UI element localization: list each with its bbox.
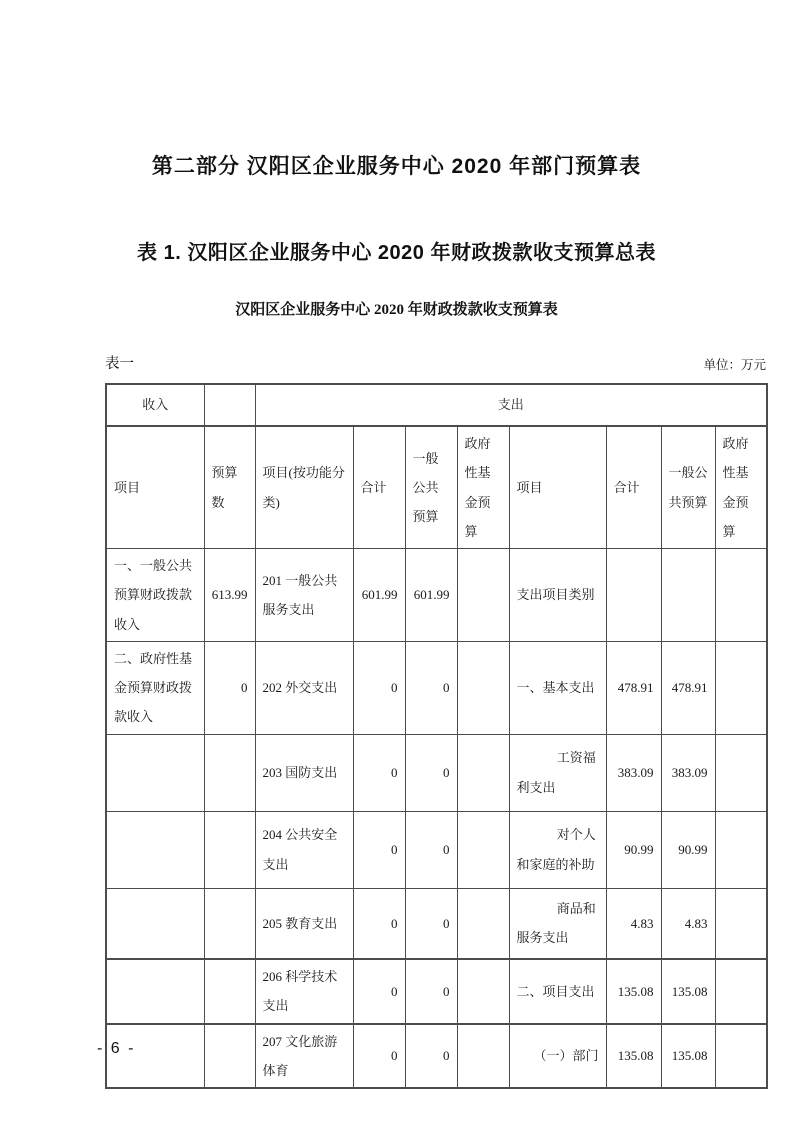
table-cell [204, 811, 255, 888]
column-header: 项目 [106, 426, 204, 549]
table-label: 表一 [105, 356, 134, 372]
sub-title: 表 1. 汉阳区企业服务中心 2020 年财政拨款收支预算总表 [137, 242, 656, 264]
main-title: 第二部分 汉阳区企业服务中心 2020 年部门预算表 [151, 155, 642, 178]
table-cell: 0 [405, 734, 457, 811]
table-cell [106, 888, 204, 959]
table-cell: 206 科学技术支出 [255, 959, 353, 1024]
table-caption: 汉阳区企业服务中心 2020 年财政拨款收支预算表 [235, 302, 558, 318]
table-cell [715, 734, 767, 811]
column-header: 合计 [606, 426, 661, 549]
table-cell: 202 外交支出 [255, 641, 353, 734]
table-cell: 207 文化旅游体育 [255, 1024, 353, 1089]
table-cell: 4.83 [606, 888, 661, 959]
table-cell: 一、基本支出 [509, 641, 606, 734]
table-cell: 一、一般公共预算财政拨款收入 [106, 549, 204, 642]
table-cell [715, 641, 767, 734]
table-cell: （一）部门 [509, 1024, 606, 1089]
table-cell [106, 734, 204, 811]
table-cell [204, 888, 255, 959]
table-cell [457, 734, 509, 811]
unit-label: 单位：万元 [703, 358, 766, 372]
table-cell: 4.83 [661, 888, 715, 959]
income-section-header: 收入 [106, 384, 204, 426]
table-cell: 135.08 [606, 959, 661, 1024]
expenditure-section-header: 支出 [255, 384, 767, 426]
table-cell [457, 811, 509, 888]
table-cell: 601.99 [353, 549, 405, 642]
table-cell: 二、项目支出 [509, 959, 606, 1024]
table-cell: 支出项目类别 [509, 549, 606, 642]
table-cell [457, 888, 509, 959]
column-header: 合计 [353, 426, 405, 549]
table-cell [715, 811, 767, 888]
table-cell: 205 教育支出 [255, 888, 353, 959]
table-cell: 204 公共安全支出 [255, 811, 353, 888]
table-cell: 工资福利支出 [509, 734, 606, 811]
table-cell: 0 [405, 959, 457, 1024]
column-header: 政府性基金预算 [715, 426, 767, 549]
table-cell: 0 [405, 1024, 457, 1089]
table-cell: 478.91 [606, 641, 661, 734]
column-header: 政府性基金预算 [457, 426, 509, 549]
table-cell: 90.99 [661, 811, 715, 888]
table-cell: 135.08 [661, 1024, 715, 1089]
table-cell [106, 959, 204, 1024]
table-cell [715, 549, 767, 642]
page-number: - 6 - [97, 1040, 136, 1057]
budget-table [105, 383, 768, 1089]
table-cell [106, 811, 204, 888]
table-cell: 478.91 [661, 641, 715, 734]
table-cell: 201 一般公共服务支出 [255, 549, 353, 642]
table-cell: 0 [204, 641, 255, 734]
table-cell [457, 959, 509, 1024]
column-header: 预算数 [204, 426, 255, 549]
header-spacer-cell [204, 384, 255, 426]
table-cell [715, 1024, 767, 1089]
table-cell [204, 959, 255, 1024]
table-cell: 90.99 [606, 811, 661, 888]
table-cell: 0 [353, 1024, 405, 1089]
table-cell [715, 959, 767, 1024]
table-cell: 二、政府性基金预算财政拨款收入 [106, 641, 204, 734]
table-cell [661, 549, 715, 642]
table-cell [204, 734, 255, 811]
table-cell: 601.99 [405, 549, 457, 642]
table-cell [715, 888, 767, 959]
table-cell: 383.09 [606, 734, 661, 811]
table-cell: 0 [405, 811, 457, 888]
column-header: 项目(按功能分类) [255, 426, 353, 549]
table-cell [204, 1024, 255, 1089]
table-cell: 0 [353, 959, 405, 1024]
table-cell [457, 549, 509, 642]
table-cell [457, 641, 509, 734]
table-cell: 203 国防支出 [255, 734, 353, 811]
table-cell: 135.08 [661, 959, 715, 1024]
column-header: 一般公共预算 [405, 426, 457, 549]
table-cell [457, 1024, 509, 1089]
table-cell: 0 [353, 641, 405, 734]
table-cell: 0 [405, 641, 457, 734]
table-cell: 对个人和家庭的补助 [509, 811, 606, 888]
table-cell: 0 [353, 734, 405, 811]
table-cell: 383.09 [661, 734, 715, 811]
table-cell: 135.08 [606, 1024, 661, 1089]
table-cell: 0 [353, 888, 405, 959]
column-header: 一般公共预算 [661, 426, 715, 549]
table-cell: 0 [405, 888, 457, 959]
column-header: 项目 [509, 426, 606, 549]
table-cell [606, 549, 661, 642]
table-meta-row [105, 352, 766, 373]
table-cell: 0 [353, 811, 405, 888]
table-cell: 613.99 [204, 549, 255, 642]
table-cell: 商品和服务支出 [509, 888, 606, 959]
